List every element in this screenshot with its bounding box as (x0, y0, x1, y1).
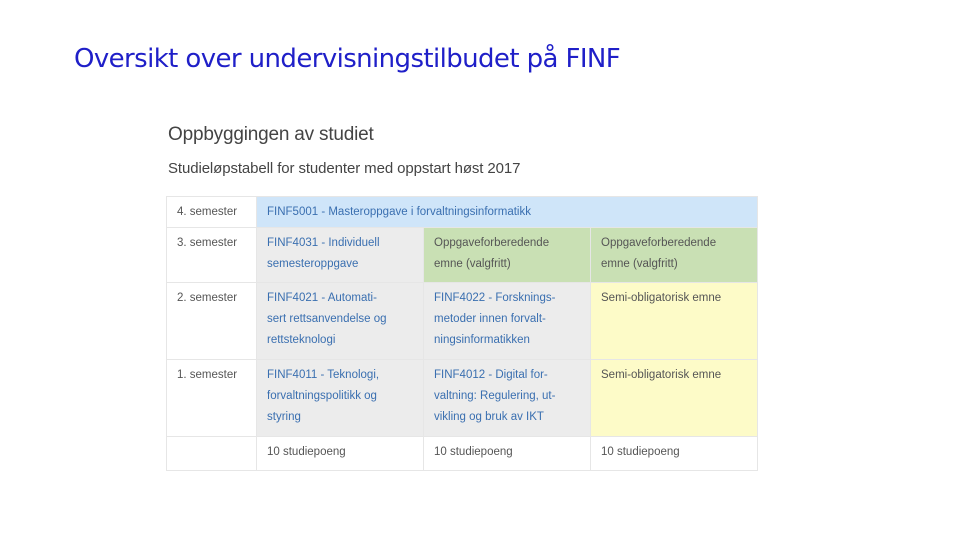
course-cell-finf4022[interactable] (424, 283, 591, 360)
table-row (167, 283, 758, 360)
cell-text-line: emne (valgfritt) (601, 258, 678, 270)
course-text-line: FINF4011 - Teknologi, (267, 369, 380, 381)
course-cell-finf4011[interactable] (257, 360, 424, 437)
elective-cell (424, 228, 591, 283)
course-text-line: FINF4031 - Individuell (267, 237, 380, 249)
course-text-line: valtning: Regulering, ut- (434, 390, 556, 402)
cell-text-line: Oppgaveforberedende (601, 237, 717, 249)
course-text-line: FINF4021 - Automati- (267, 292, 377, 304)
semester-label: 1. semester (167, 360, 257, 437)
course-text-line: FINF4022 - Forsknings- (434, 292, 556, 304)
course-text-line: metoder innen forvalt- (434, 313, 546, 325)
cell-text-line: Semi-obligatorisk emne (601, 292, 722, 304)
study-plan-table (166, 196, 758, 471)
credits-cell: 10 studiepoeng (591, 437, 758, 471)
empty-cell (167, 437, 257, 471)
course-text-line: styring (267, 411, 301, 423)
table-row (167, 228, 758, 283)
section-subheading: Studieløpstabell for studenter med oppstart høst 2017 (168, 160, 521, 177)
semi-mandatory-cell (591, 360, 758, 437)
cell-text-line: emne (valgfritt) (434, 258, 511, 270)
study-structure-panel (166, 120, 758, 458)
cell-text-line: Oppgaveforberedende (434, 237, 550, 249)
course-text-line: semesteroppgave (267, 258, 359, 270)
course-cell-finf4012[interactable] (424, 360, 591, 437)
semester-label: 2. semester (167, 283, 257, 360)
table-row (167, 360, 758, 437)
course-text-line: sert rettsanvendelse og (267, 313, 387, 325)
course-text-line: forvaltningspolitikk og (267, 390, 377, 402)
course-cell-masteroppgave[interactable] (257, 197, 758, 228)
credits-cell: 10 studiepoeng (257, 437, 424, 471)
table-row-footer (167, 437, 758, 471)
credits-cell: 10 studiepoeng (424, 437, 591, 471)
semi-mandatory-cell (591, 283, 758, 360)
slide-title: Oversikt over undervisningstilbudet på FINF (74, 44, 621, 74)
course-text-line: FINF4012 - Digital for- (434, 369, 548, 381)
semester-label: 3. semester (167, 228, 257, 283)
table-row (167, 197, 758, 228)
course-cell-finf4021[interactable] (257, 283, 424, 360)
semester-label: 4. semester (167, 197, 257, 228)
section-heading: Oppbyggingen av studiet (168, 124, 374, 145)
elective-cell (591, 228, 758, 283)
course-text-line: rettsteknologi (267, 334, 336, 346)
course-cell-finf4031[interactable] (257, 228, 424, 283)
course-text-line: ningsinformatikken (434, 334, 530, 346)
course-text-line: FINF5001 - Masteroppgave i forvaltningsinformatikk (267, 206, 531, 218)
cell-text-line: Semi-obligatorisk emne (601, 369, 722, 381)
course-text-line: vikling og bruk av IKT (434, 411, 544, 423)
